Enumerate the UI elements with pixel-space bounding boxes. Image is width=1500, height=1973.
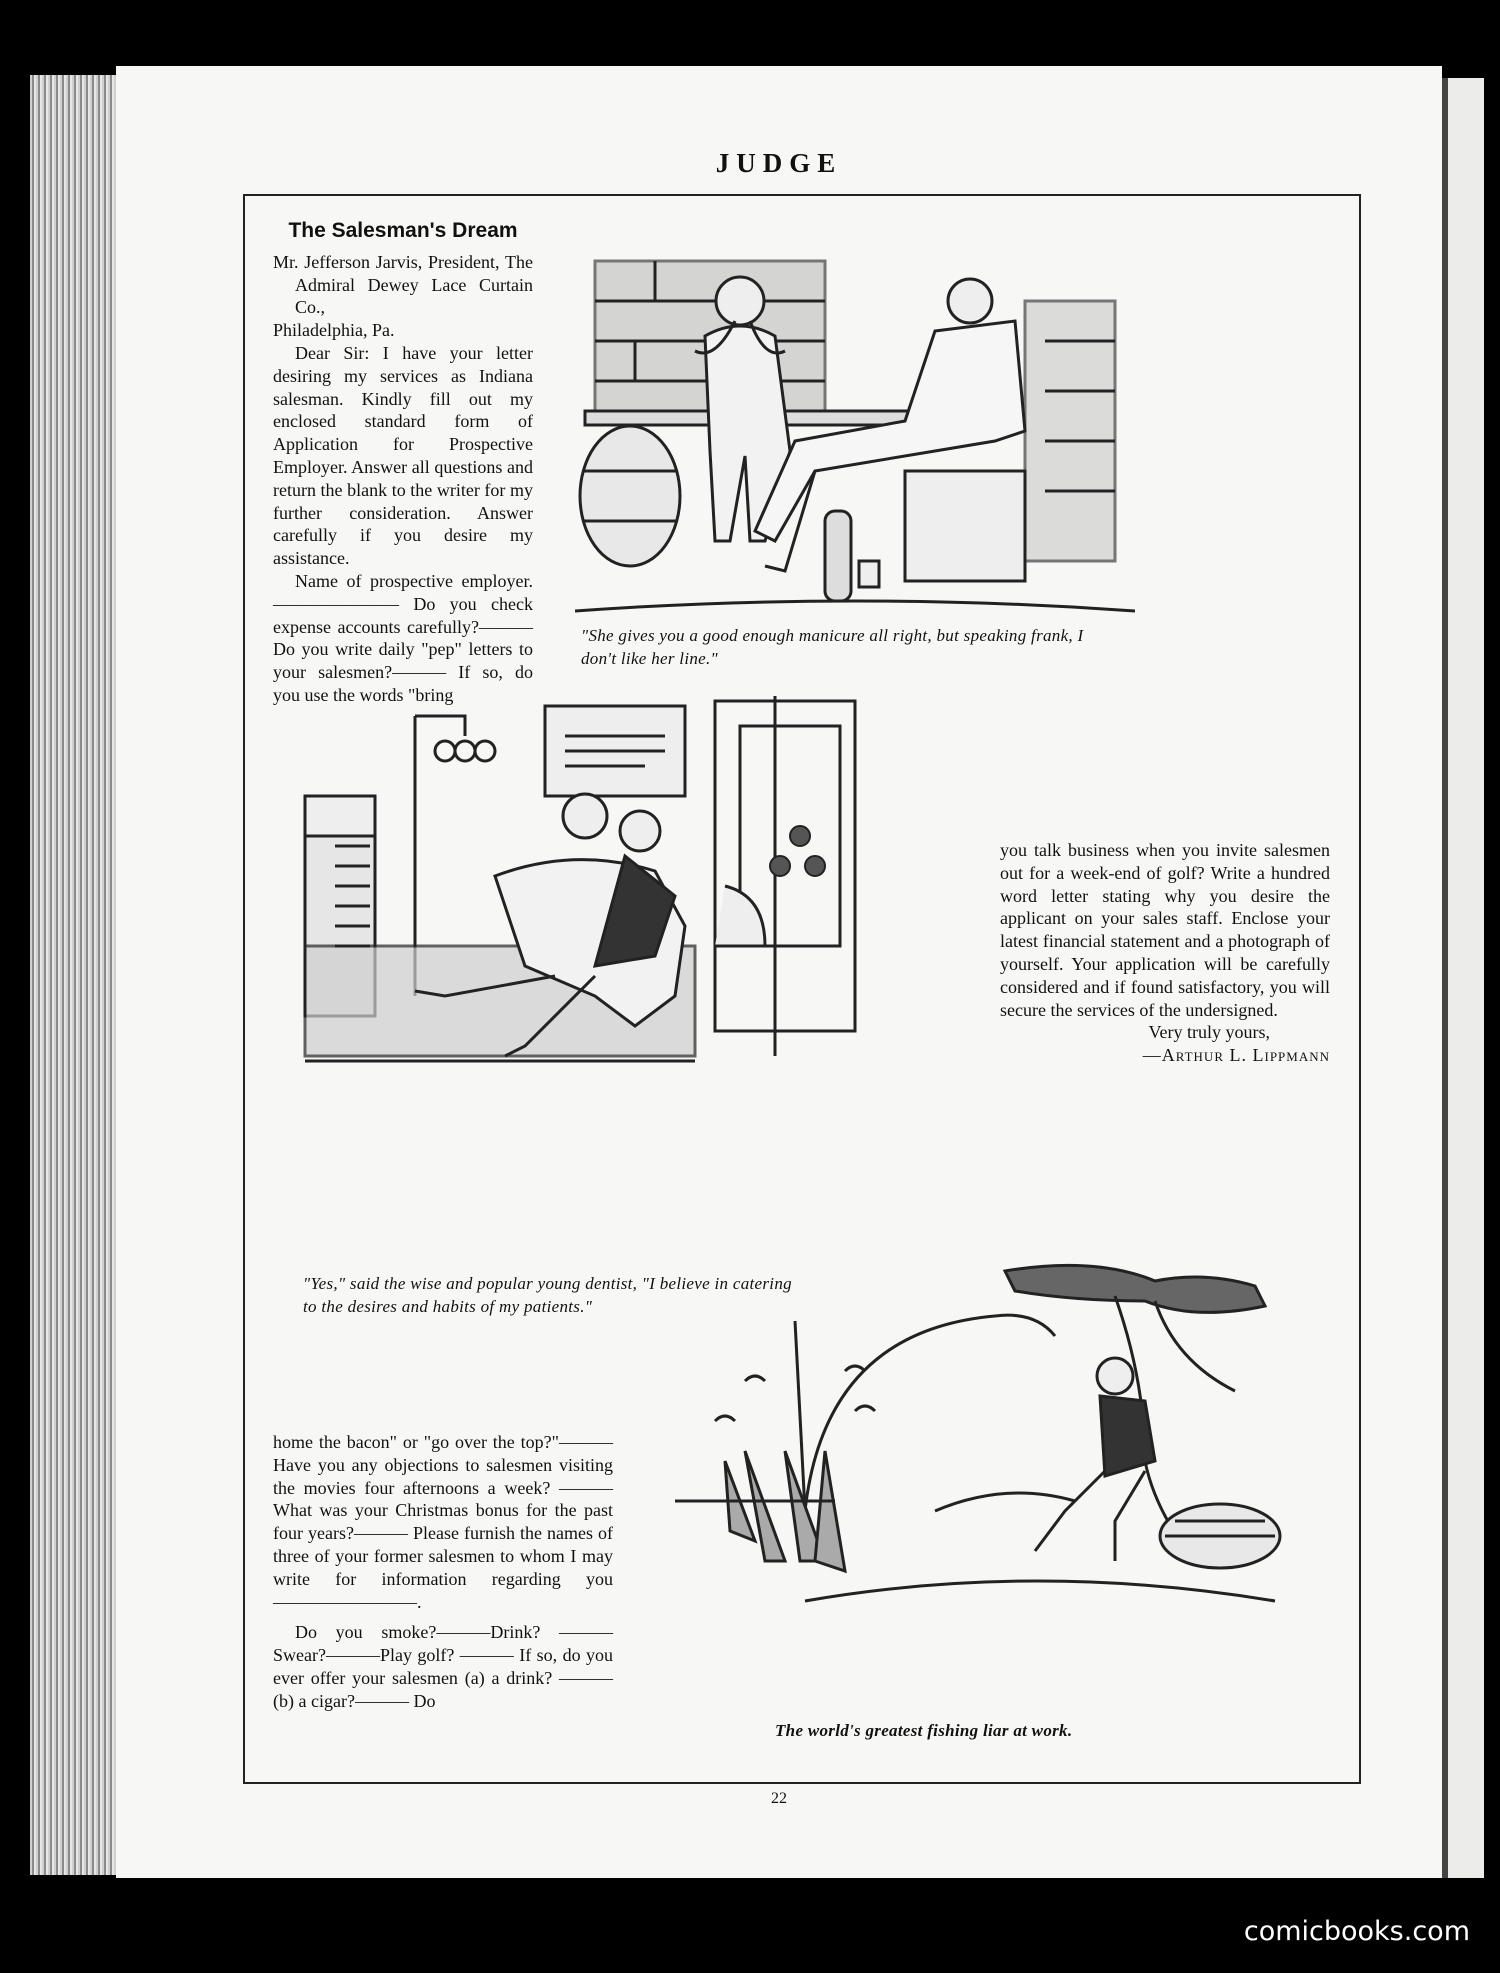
cartoon-3-caption: The world's greatest fishing liar at work. [775,1721,1073,1740]
cartoon-2-caption: "Yes," said the wise and popular young dentist, "I believe in catering to the desires and habits of my patients." [303,1274,792,1316]
article-paragraph: home the bacon" or "go over the top?"——— Have you any objections to salesmen visiting the movies four afternoons a week? ——— What was your Christmas bonus for the past four years?——— Please furnish the names of three of your former salesmen to whom I may write for information regarding you ————————. [273,1432,613,1612]
article-column-2 [1000,839,1330,1067]
article-paragraph: Dear Sir: I have your letter desiring my services as Indiana salesman. Kindly fill out my enclosed standard form of Application for Prospective Employer. Answer all questions and return the blank to the writer for my further consideration. Answer carefully if you desire my assistance. [273,342,533,569]
magazine-page [116,66,1442,1878]
article-column-3 [273,1431,613,1713]
cartoon-two-men-illustration [575,241,1135,621]
cartoon-1-caption: "She gives you a good enough manicure all right, but speaking frank, I don't like her line." [581,626,1084,668]
cartoon-fisherman-illustration [675,1261,1295,1621]
next-page-edge [1442,78,1484,1878]
cartoon-dentist-illustration [295,696,865,1146]
article-paragraph: you talk business when you invite salesmen out for a week-end of golf? Write a hundred word letter stating why you desire the applicant on your sales staff. Enclose your latest financial statement and a photograph of yourself. Your application will be carefully considered and if found satisfactory, you will secure the services of the undersigned. [1000,840,1330,1020]
article-paragraph: Philadelphia, Pa. [273,320,395,341]
page-number: 22 [771,1790,787,1807]
letter-closing: Very truly yours, [1148,1022,1270,1043]
book-page-edges [30,75,130,1875]
article-title: The Salesman's Dream [288,219,518,242]
content-frame [243,194,1361,1784]
magazine-header: JUDGE [715,148,843,178]
source-watermark: comicbooks.com [1243,1916,1470,1947]
author-signature: —Arthur L. Lippmann [1142,1045,1330,1066]
article-paragraph: Name of prospective employer. ——————— Do you check expense accounts carefully?——— Do you write daily "pep" letters to your salesmen?——— If so, do you use the words "bring [273,570,533,705]
article-paragraph: Do you smoke?———Drink? ———Swear?———Play golf? ——— If so, do you ever offer your salesmen (a) a drink? ——— (b) a cigar?——— Do [273,1622,613,1711]
article-column-1 [273,220,533,707]
article-paragraph: Mr. Jefferson Jarvis, President, The Admiral Dewey Lace Curtain Co., [273,251,533,318]
